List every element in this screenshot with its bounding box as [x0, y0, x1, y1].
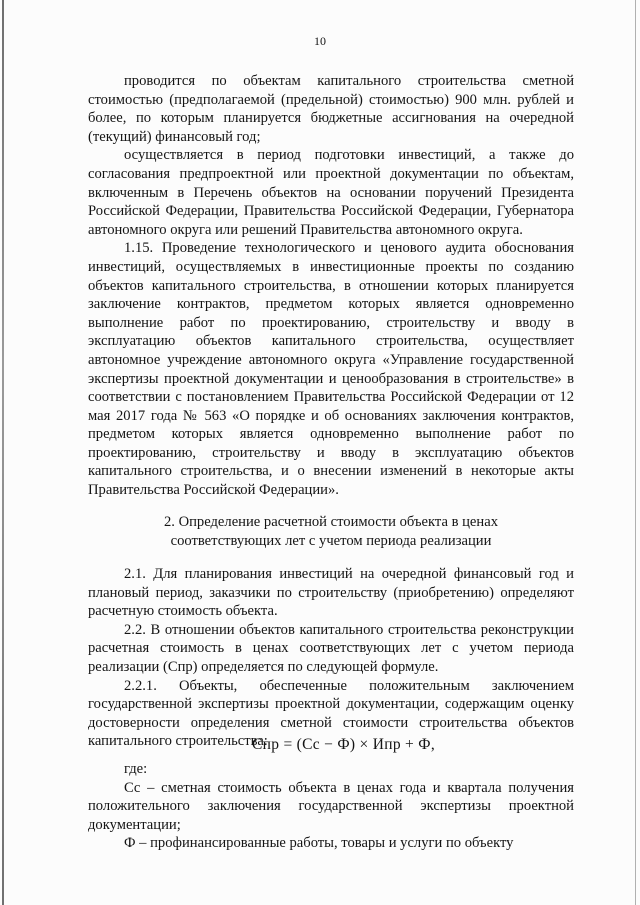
definition-f: Ф – профинансированные работы, товары и услуги по объекту: [124, 835, 514, 852]
section-heading-line-2: соответствующих лет с учетом периода реализации: [170, 532, 492, 549]
text-block-lower: [88, 565, 574, 751]
paragraph-2-2: 2.2. В отношении объектов капитального строительства реконструкции расчетная стоимость в ценах соответствующих лет с учетом периода реализации (Спр) определяется по следующей формуле.: [88, 621, 574, 675]
paragraph-continuation: проводится по объектам капитального строительства сметной стоимостью (предполагаемой (предельной) стоимостью) 900 млн. рублей и более, по которым планируется бюджетные ассигнования на очередной (текущий) финансовый год;: [88, 73, 574, 145]
paragraph-1-15: 1.15. Проведение технологического и ценового аудита обоснования инвестиций, осуществляемых в инвестиционные проекты по созданию объектов капитального строительства, в отношении которых планируется заключение контрактов, предметом которых является одновременно выполнение работ по проектированию, строительству и вводу в эксплуатацию объектов капитального строительства, осуществляет автономное учреждение автономного округа «Управление государственной экспертизы проектной документации и ценообразования в строительстве» в соответствии с постановлением Правительства Российской Федерации от 12 мая 2017 года № 563 «О порядке и об основаниях заключения контрактов, предметом которых является одновременно выполнение работ по проектированию, строительству и вводу в эксплуатацию объектов капитального строительства, и о внесении изменений в некоторые акты Правительства Российской Федерации».: [88, 240, 574, 499]
paragraph-2-1: 2.1. Для планирования инвестиций на очередной финансовый год и плановый период, заказчики по строительству (приобретению) определяют расчетную стоимость объекта.: [88, 566, 574, 620]
scan-right-edge: [635, 0, 636, 905]
section-heading: [88, 513, 574, 550]
scan-left-edge: [2, 0, 4, 905]
page-number: 10: [314, 34, 326, 48]
section-heading-line-1: 2. Определение расчетной стоимости объекта в ценах: [163, 514, 498, 530]
definitions-block: [88, 760, 574, 853]
where-label: где:: [124, 761, 148, 777]
paragraph-2-2-1: 2.2.1. Объекты, обеспеченные положительным заключением государственной экспертизы проектной документации, содержащим оценку достоверности определения сметной стоимости строительства объектов капитального строительства:: [88, 677, 574, 750]
definition-cc: Сс – сметная стоимость объекта в ценах года и квартала получения положительного заключения государственной экспертизы проектной документации;: [88, 779, 574, 833]
text-block-upper: [88, 72, 574, 500]
paragraph-preinvestment: осуществляется в период подготовки инвестиций, а также до согласования предпроектной или проектной документации по объектам, включенным в Перечень объектов на основании поручений Президента Российской Федерации, Правительства Российской Федерации, Губернатора автономного округа или решений Правительства автономного округа.: [88, 147, 574, 238]
cost-formula: Cпр = (Cс − Ф) × Ипр + Ф,: [252, 736, 435, 753]
